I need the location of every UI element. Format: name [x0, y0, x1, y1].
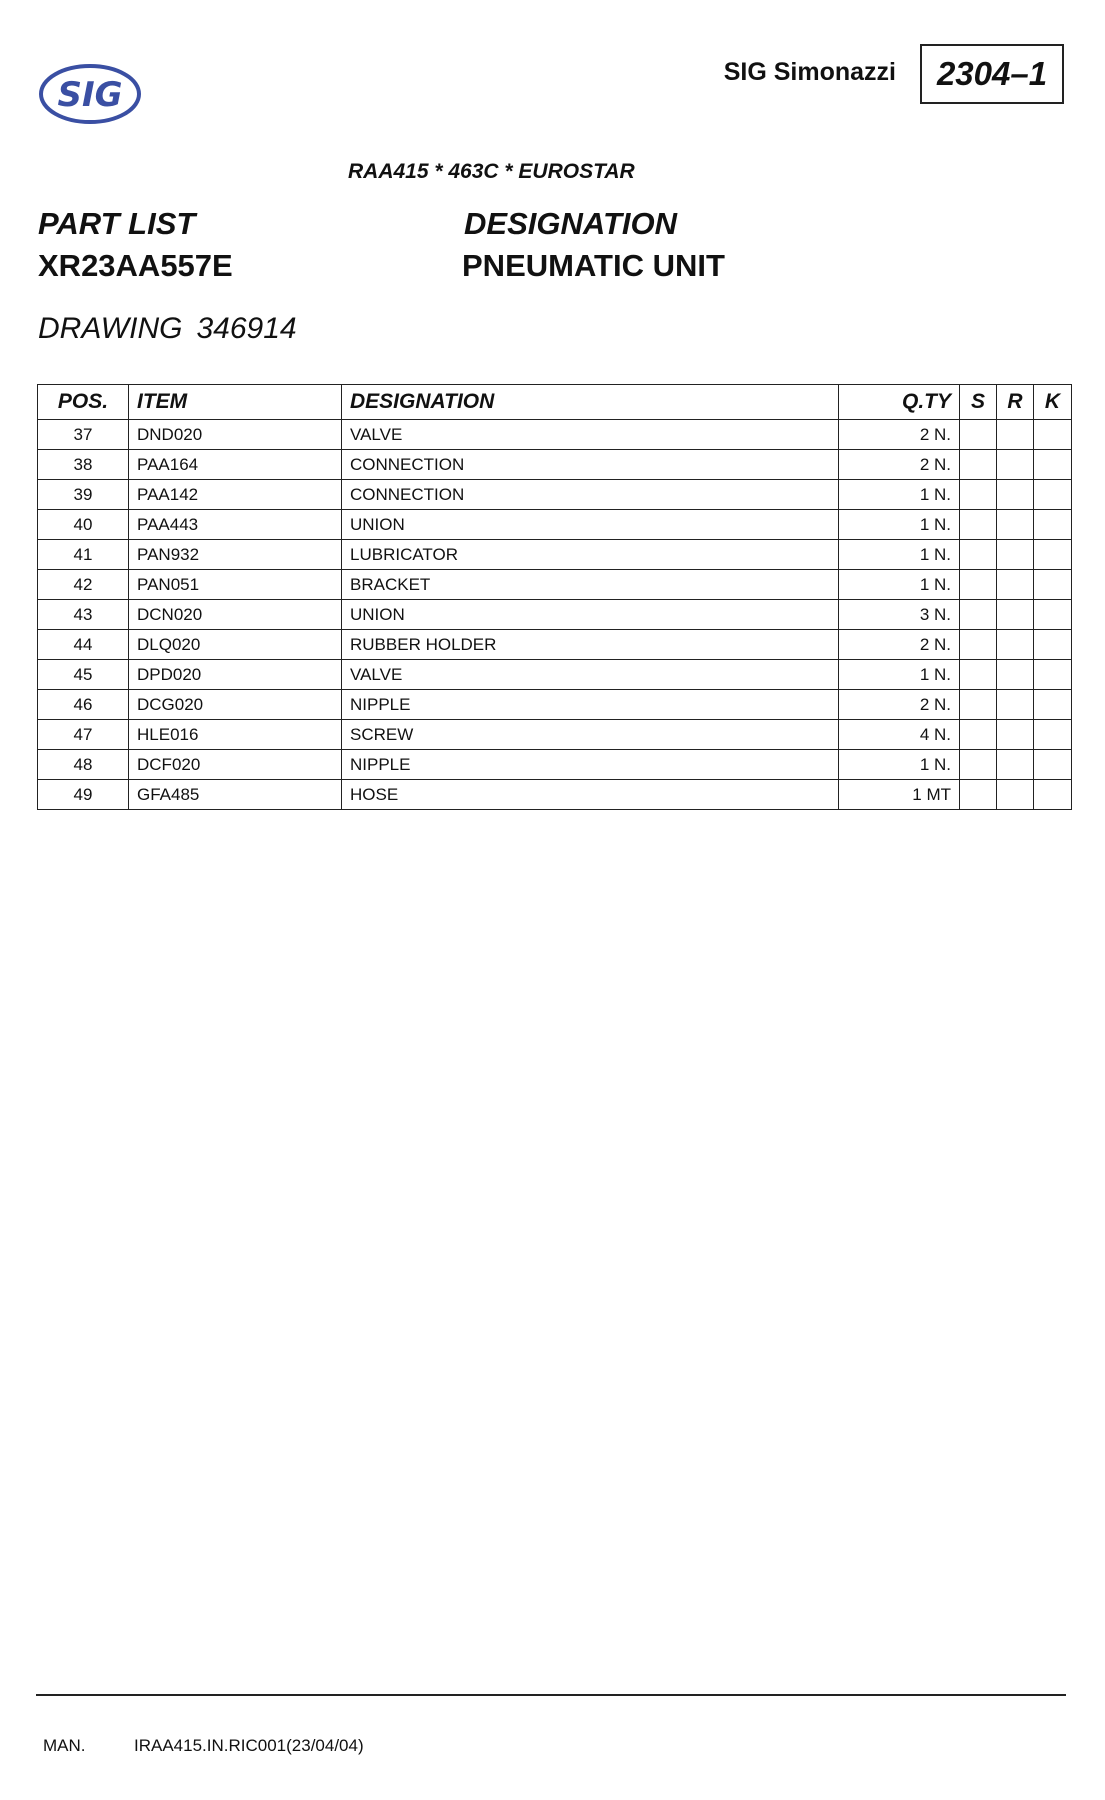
- cell-item: PAA142: [129, 480, 342, 510]
- col-header-designation: DESIGNATION: [342, 385, 839, 420]
- cell-pos: 48: [38, 750, 129, 780]
- table-row: [38, 540, 1072, 570]
- footer-man-label: MAN.: [43, 1736, 86, 1755]
- cell-s: [960, 630, 997, 660]
- cell-k: [1034, 780, 1072, 810]
- cell-r: [997, 660, 1034, 690]
- cell-r: [997, 480, 1034, 510]
- cell-r: [997, 600, 1034, 630]
- footer-reference: IRAA415.IN.RIC001(23/04/04): [134, 1736, 364, 1755]
- cell-r: [997, 420, 1034, 450]
- col-header-r: R: [997, 385, 1034, 420]
- table-row: [38, 630, 1072, 660]
- sig-logo: [38, 62, 142, 126]
- cell-k: [1034, 480, 1072, 510]
- cell-item: GFA485: [129, 780, 342, 810]
- table-row: [38, 570, 1072, 600]
- cell-item: DCF020: [129, 750, 342, 780]
- table-row: [38, 660, 1072, 690]
- parts-table-body: [38, 420, 1072, 810]
- cell-designation: RUBBER HOLDER: [342, 630, 839, 660]
- cell-r: [997, 630, 1034, 660]
- cell-qty: 1 N.: [839, 570, 960, 600]
- cell-k: [1034, 750, 1072, 780]
- cell-s: [960, 540, 997, 570]
- cell-r: [997, 570, 1034, 600]
- cell-pos: 40: [38, 510, 129, 540]
- cell-qty: 2 N.: [839, 450, 960, 480]
- col-header-item: ITEM: [129, 385, 342, 420]
- cell-pos: 46: [38, 690, 129, 720]
- cell-s: [960, 420, 997, 450]
- cell-designation: NIPPLE: [342, 750, 839, 780]
- cell-k: [1034, 660, 1072, 690]
- cell-designation: UNION: [342, 510, 839, 540]
- table-row: [38, 450, 1072, 480]
- table-row: [38, 780, 1072, 810]
- cell-s: [960, 780, 997, 810]
- cell-qty: 1 MT: [839, 780, 960, 810]
- cell-k: [1034, 690, 1072, 720]
- cell-k: [1034, 540, 1072, 570]
- cell-r: [997, 540, 1034, 570]
- cell-designation: CONNECTION: [342, 450, 839, 480]
- cell-item: PAN051: [129, 570, 342, 600]
- cell-pos: 42: [38, 570, 129, 600]
- cell-s: [960, 480, 997, 510]
- cell-s: [960, 750, 997, 780]
- cell-qty: 2 N.: [839, 690, 960, 720]
- cell-qty: 3 N.: [839, 600, 960, 630]
- cell-pos: 45: [38, 660, 129, 690]
- cell-qty: 1 N.: [839, 540, 960, 570]
- cell-designation: CONNECTION: [342, 480, 839, 510]
- drawing-number: 346914: [196, 312, 297, 345]
- col-header-pos: POS.: [38, 385, 129, 420]
- drawing-label: DRAWING: [38, 312, 183, 345]
- cell-qty: 1 N.: [839, 510, 960, 540]
- cell-k: [1034, 720, 1072, 750]
- table-row: [38, 600, 1072, 630]
- cell-k: [1034, 420, 1072, 450]
- cell-designation: HOSE: [342, 780, 839, 810]
- cell-s: [960, 450, 997, 480]
- cell-designation: NIPPLE: [342, 690, 839, 720]
- cell-designation: SCREW: [342, 720, 839, 750]
- col-header-k: K: [1034, 385, 1072, 420]
- cell-designation: BRACKET: [342, 570, 839, 600]
- cell-s: [960, 600, 997, 630]
- cell-qty: 2 N.: [839, 420, 960, 450]
- cell-s: [960, 570, 997, 600]
- col-header-s: S: [960, 385, 997, 420]
- table-row: [38, 420, 1072, 450]
- cell-k: [1034, 570, 1072, 600]
- cell-designation: VALVE: [342, 420, 839, 450]
- cell-item: DCG020: [129, 690, 342, 720]
- cell-item: DLQ020: [129, 630, 342, 660]
- parts-table: [37, 384, 1072, 810]
- cell-pos: 39: [38, 480, 129, 510]
- cell-k: [1034, 450, 1072, 480]
- table-row: [38, 750, 1072, 780]
- cell-pos: 38: [38, 450, 129, 480]
- cell-pos: 37: [38, 420, 129, 450]
- designation-value: PNEUMATIC UNIT: [462, 248, 725, 283]
- cell-item: PAA443: [129, 510, 342, 540]
- table-row: [38, 720, 1072, 750]
- footer-divider: [36, 1694, 1066, 1696]
- table-row: [38, 690, 1072, 720]
- cell-designation: UNION: [342, 600, 839, 630]
- cell-k: [1034, 600, 1072, 630]
- cell-r: [997, 780, 1034, 810]
- cell-item: DND020: [129, 420, 342, 450]
- cell-item: PAN932: [129, 540, 342, 570]
- sig-logo-text: SIG: [57, 75, 123, 115]
- cell-designation: VALVE: [342, 660, 839, 690]
- brand-name: SIG Simonazzi: [723, 58, 896, 86]
- cell-qty: 2 N.: [839, 630, 960, 660]
- cell-k: [1034, 630, 1072, 660]
- model-line: RAA415 * 463C * EUROSTAR: [348, 160, 635, 183]
- cell-item: DCN020: [129, 600, 342, 630]
- cell-k: [1034, 510, 1072, 540]
- cell-pos: 44: [38, 630, 129, 660]
- page-number-box: 2304–1: [920, 44, 1064, 104]
- cell-r: [997, 720, 1034, 750]
- designation-label: DESIGNATION: [464, 206, 677, 241]
- cell-item: DPD020: [129, 660, 342, 690]
- cell-r: [997, 450, 1034, 480]
- cell-qty: 1 N.: [839, 750, 960, 780]
- cell-pos: 41: [38, 540, 129, 570]
- cell-qty: 1 N.: [839, 480, 960, 510]
- cell-r: [997, 750, 1034, 780]
- cell-pos: 47: [38, 720, 129, 750]
- table-row: [38, 480, 1072, 510]
- part-list-code: XR23AA557E: [38, 248, 233, 283]
- cell-s: [960, 660, 997, 690]
- cell-designation: LUBRICATOR: [342, 540, 839, 570]
- table-header-row: [38, 385, 1072, 420]
- col-header-qty: Q.TY: [839, 385, 960, 420]
- cell-qty: 4 N.: [839, 720, 960, 750]
- part-list-label: PART LIST: [38, 206, 196, 241]
- cell-s: [960, 510, 997, 540]
- table-row: [38, 510, 1072, 540]
- cell-pos: 49: [38, 780, 129, 810]
- cell-r: [997, 690, 1034, 720]
- cell-item: PAA164: [129, 450, 342, 480]
- cell-item: HLE016: [129, 720, 342, 750]
- cell-pos: 43: [38, 600, 129, 630]
- cell-qty: 1 N.: [839, 660, 960, 690]
- cell-r: [997, 510, 1034, 540]
- drawing-line: [38, 312, 297, 346]
- cell-s: [960, 720, 997, 750]
- cell-s: [960, 690, 997, 720]
